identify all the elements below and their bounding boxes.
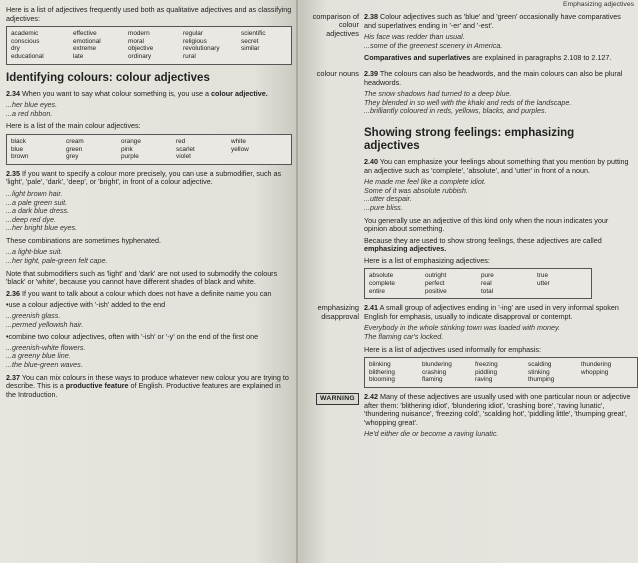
informal-word: blooming: [369, 376, 395, 384]
example-sentence: The flaming car's locked.: [364, 332, 444, 342]
examples-2-34: [6, 101, 292, 118]
colour-word: [231, 153, 281, 161]
informal-word: freezing: [475, 361, 498, 369]
example-sentence: ...light brown hair.: [6, 188, 63, 198]
adjective-word: objective: [128, 45, 154, 53]
emphasizing-word: real: [481, 280, 492, 288]
examples-2-41: [364, 324, 638, 341]
examples-2-38: [364, 33, 632, 50]
section-2-39: [306, 70, 632, 120]
example-sentence: ...some of the greenest scenery in America.: [364, 40, 503, 50]
emphasizing-list: [364, 268, 592, 299]
example-sentence: ...permed yellowish hair.: [6, 319, 84, 329]
margin-note-colour-nouns: colour nouns: [316, 68, 359, 78]
example-sentence: ...a pale green suit.: [6, 197, 68, 207]
margin-note-disapproval: emphasizing disapproval: [317, 303, 359, 321]
paragraph-2-40-opinion: You generally use an adjective of this kind only when the noun indicates your opinion about something.: [364, 215, 609, 234]
colour-word: yellow: [231, 145, 249, 153]
paragraph-2-34: 2.34 When you want to say what colour something is, you use a colour adjective.: [6, 88, 268, 98]
colour-word: grey: [66, 153, 79, 161]
example-sentence: They blended in so well with the khaki and reds of the landscape.: [364, 97, 572, 107]
informal-list-intro: Here is a list of adjectives used informally for emphasis:: [364, 344, 541, 354]
paragraph-2-41: 2.41 A small group of adjectives ending in '-ing' are used in very informal spoken English for emphasis, usually to indicate disapproval or contempt.: [364, 303, 619, 321]
example-sentence: ...pure bliss.: [364, 202, 403, 212]
adjective-word: revolutionary: [183, 45, 220, 53]
adjective-word: moral: [128, 37, 144, 45]
word-grid: [11, 30, 287, 60]
informal-list: [364, 357, 638, 388]
section-emphasizing: [306, 120, 632, 304]
informal-word: blundering: [422, 361, 452, 369]
emphasizing-list-intro: Here is a list of emphasizing adjectives:: [364, 255, 490, 265]
informal-word: piddling: [475, 368, 498, 376]
example-sentence: The snow shadows had turned to a deep blue.: [364, 89, 512, 99]
adjective-word: rural: [183, 52, 196, 60]
bullet-combine: • combine two colour adjectives, often with '-ish' or '-y' on the end of the first one: [6, 333, 292, 342]
examples-2-39: [364, 90, 632, 116]
example-sentence: ...her bright blue eyes.: [6, 223, 78, 233]
adjective-word: extreme: [73, 45, 97, 53]
adjective-word: effective: [73, 30, 97, 38]
examples-2-35: [6, 190, 292, 233]
colour-list-intro: Here is a list of the main colour adjectives:: [6, 121, 141, 131]
example-sentence: ...brilliantly coloured in reds, yellows, blacks, and purples.: [364, 106, 547, 116]
colour-word: blue: [11, 145, 24, 153]
informal-word: crashing: [422, 368, 447, 376]
paragraph-2-38-ref: Comparatives and superlatives are explained in paragraphs 2.108 to 2.127.: [364, 53, 612, 63]
adjective-word: emotional: [73, 37, 101, 45]
adjective-word: [241, 53, 293, 61]
colour-word: scarlet: [176, 145, 195, 153]
informal-word: blinking: [369, 361, 391, 369]
colour-word: orange: [121, 137, 141, 145]
hyphen-note: These combinations are sometimes hyphenated.: [6, 235, 162, 245]
left-page: [0, 0, 300, 563]
adjective-word: educational: [11, 52, 44, 60]
running-head: Emphasizing adjectives: [562, 1, 634, 8]
colour-word: red: [176, 137, 186, 145]
example-sentence: Everybody in the whole stinking town was loaded with money.: [364, 323, 561, 333]
informal-word: scalding: [528, 361, 552, 369]
informal-word: whopping: [581, 368, 609, 376]
submodifier-note: Note that submodifiers such as 'light' and 'dark' are not used to submodify the colours 'black' or 'white', because you cannot have different shades of black and white.: [6, 268, 278, 287]
example-sentence: ...her tight, pale-green felt cape.: [6, 256, 108, 266]
adjective-word: similar: [241, 45, 260, 53]
example-sentence: His face was redder than usual.: [364, 32, 465, 42]
adjective-word: regular: [183, 30, 203, 38]
qualitative-classifying-list: [6, 26, 292, 64]
book-spine: [296, 0, 298, 563]
emphasizing-word: [537, 288, 587, 296]
adjective-word: scientific: [241, 30, 266, 38]
adjective-word: conscious: [11, 37, 40, 45]
examples-2-40: [364, 178, 632, 212]
emphasizing-word: absolute: [369, 272, 394, 280]
paragraph-2-42: 2.42 Many of these adjectives are usually used with one particular noun or adjective after them: 'blithering idiot', 'blundering idiot', 'crashing bore', 'raving lunatic', 'thundering nuisance', 'freezing cold', 'scalding hot', 'piddling little', 'thumping great', 'whopping great'.: [364, 392, 631, 427]
adjective-word: ordinary: [128, 52, 152, 60]
emphasizing-word: outright: [425, 272, 447, 280]
margin-note-comparison: comparison of colour adjectives: [312, 12, 359, 38]
paragraph-2-36: 2.36 If you want to talk about a colour which does not have a definite name you can: [6, 288, 272, 298]
adjective-word: dry: [11, 45, 20, 53]
warning-label: WARNING: [316, 393, 359, 405]
adjective-word: religious: [183, 37, 207, 45]
section-2-42: [306, 393, 632, 439]
emphasizing-word: true: [537, 272, 549, 280]
paragraph-2-38: 2.38 Colour adjectives such as 'blue' and 'green' occasionally have comparatives and superlatives ending in '-er' and '-est'.: [364, 12, 621, 30]
intro-text: Here is a list of adjectives frequently used both as qualitative adjectives and as classifying adjectives:: [6, 5, 292, 23]
example-sentence: ...utter despair.: [364, 194, 412, 204]
emphasizing-word: entire: [369, 287, 385, 295]
adjective-word: late: [73, 52, 84, 60]
adjective-word: modern: [128, 30, 150, 38]
informal-word: thumping: [528, 376, 555, 384]
colour-word: purple: [121, 153, 139, 161]
example-sentence: He made me feel like a complete idiot.: [364, 177, 486, 187]
colour-word: green: [66, 145, 83, 153]
example-sentence: ...the blue-green waves.: [6, 360, 83, 369]
informal-word: raving: [475, 376, 493, 384]
example-sentence: ...greenish glass.: [6, 311, 61, 321]
section-heading-colours: Identifying colours: colour adjectives: [6, 71, 210, 84]
colour-word: brown: [11, 153, 29, 161]
colour-word: cream: [66, 137, 84, 145]
emphasizing-word: pure: [481, 272, 494, 280]
emphasizing-word: complete: [369, 280, 395, 288]
colour-word: white: [231, 137, 246, 145]
examples-2-36-combine: [6, 344, 292, 370]
example-sentence: ...greenish-white flowers.: [6, 342, 86, 352]
colour-list: [6, 134, 292, 165]
paragraph-2-35: 2.35 If you want to specify a colour more precisely, you can use a submodifier, such as 'light', 'pale', 'dark', 'deep', or 'bright', in front of a colour adjective.: [6, 168, 282, 187]
informal-word: stinking: [528, 368, 550, 376]
paragraph-2-40: 2.40 You can emphasize your feelings about something that you mention by putting an adjective such as 'complete', 'absolute', and 'utter' in front of a noun.: [364, 156, 629, 175]
informal-word: [581, 376, 633, 384]
example-sentence: ...her blue eyes.: [6, 100, 58, 110]
section-2-38: [306, 13, 632, 66]
colour-grid: [11, 138, 287, 161]
adjective-word: academic: [11, 30, 39, 38]
examples-2-35-hyphenated: [6, 248, 292, 265]
emphasizing-word: utter: [537, 280, 550, 288]
paragraph-2-40-term: Because they are used to show strong feelings, these adjectives are called emphasizing adjectives.: [364, 235, 602, 254]
informal-word: flaming: [422, 376, 443, 384]
informal-word: blithering: [369, 368, 395, 376]
colour-word: pink: [121, 145, 133, 153]
informal-word: thundering: [581, 361, 612, 369]
adjective-word: secret: [241, 37, 259, 45]
right-page: [300, 0, 638, 563]
emphasizing-word: total: [481, 287, 494, 295]
emphasizing-word: perfect: [425, 280, 445, 288]
example-sentence: ...a greeny blue line.: [6, 351, 71, 361]
emphasizing-grid: [369, 272, 587, 295]
example-sentence: ...deep red dye.: [6, 214, 56, 224]
example-sentence: Some of it was absolute rubbish.: [364, 185, 468, 195]
section-heading-emphasizing: Showing strong feelings: emphasizing adjectives: [364, 126, 575, 152]
example-sentence: ...a light-blue suit.: [6, 247, 63, 257]
example-sentence: ...a dark blue dress.: [6, 206, 70, 216]
example-2-42: He'd either die or become a raving lunatic.: [364, 429, 499, 439]
colour-word: violet: [176, 153, 191, 161]
example-sentence: ...a red ribbon.: [6, 108, 53, 118]
bullet-ish: • use a colour adjective with '-ish' added to the end: [6, 301, 292, 310]
informal-grid: [369, 361, 633, 384]
examples-2-36-ish: [6, 312, 292, 329]
emphasizing-word: positive: [425, 287, 447, 295]
section-2-41: [306, 304, 632, 393]
paragraph-2-39: 2.39 The colours can also be headwords, and the main colours can also be plural headwords.: [364, 68, 623, 87]
paragraph-2-37: 2.37 You can mix colours in these ways to produce whatever new colour you are trying to describe. This is a productive feature of English. Productive features are explained in the Introduction.: [6, 372, 289, 399]
colour-word: black: [11, 137, 26, 145]
